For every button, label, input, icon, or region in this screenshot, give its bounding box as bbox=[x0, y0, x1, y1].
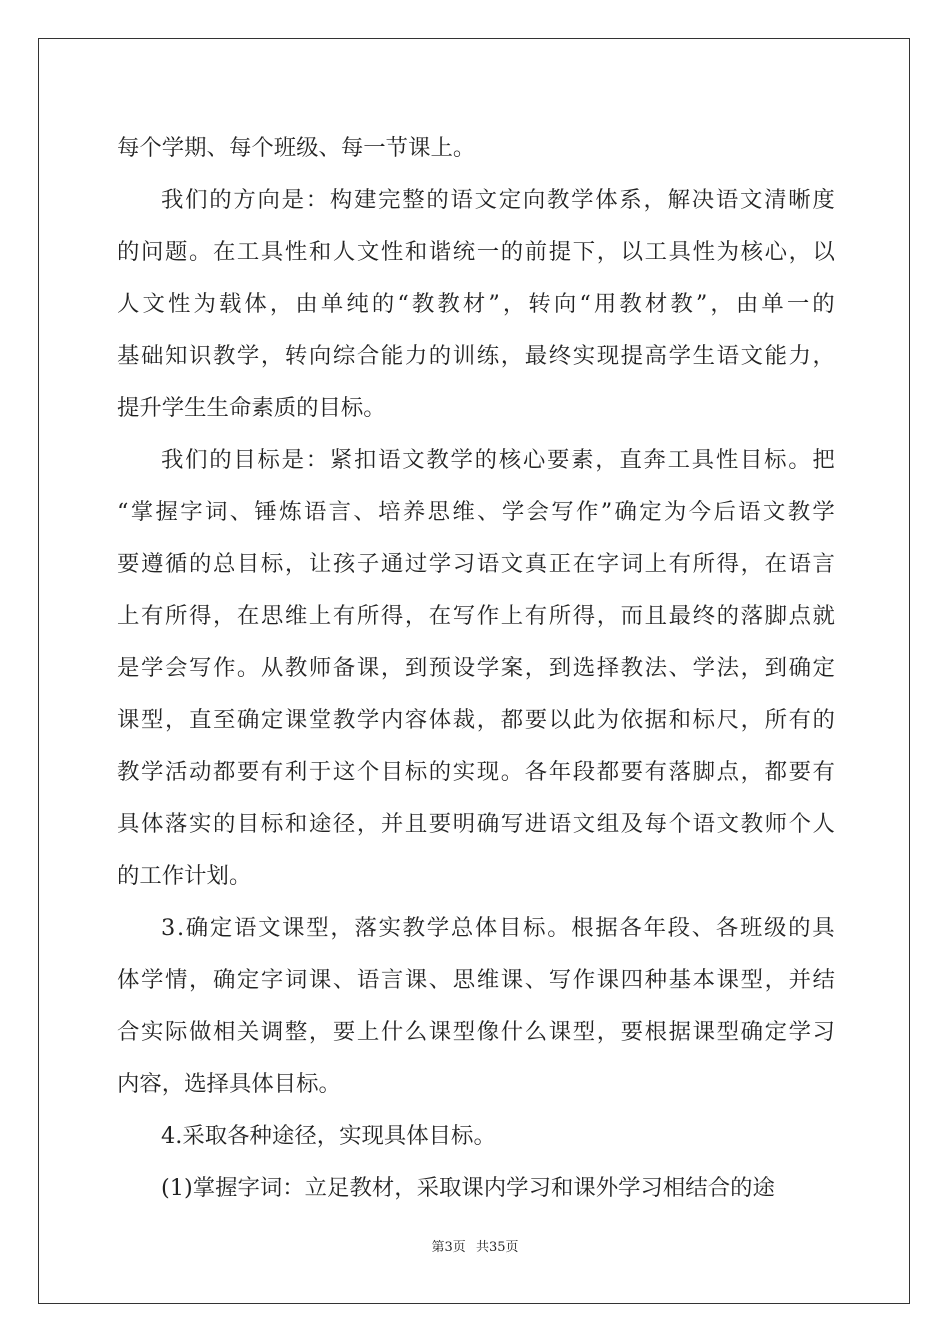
paragraph bbox=[117, 1162, 835, 1214]
text-line: 教 学 活 动 都 要 有 利 于 这 个 目 标 的 实 现 。 各 年 段 都 要 有 落 脚 点 ， 都 要 有 bbox=[117, 759, 835, 785]
text-line: 具 体 落 实 的 目 标 和 途 径 ， 并 且 要 明 确 写 进 语 文 组 及 每 个 语 文 教 师 个 人 bbox=[117, 811, 835, 837]
text-line: 课 型 ， 直 至 确 定 课 堂 教 学 内 容 体 裁 ， 都 要 以 此 为 依 据 和 标 尺 ， 所 有 的 bbox=[117, 707, 835, 733]
text-line: 提升学生生命素质的目标。 bbox=[117, 395, 386, 421]
text-line: 3 . 确 定 语 文 课 型 ， 落 实 教 学 总 体 目 标 。 根 据 各 年 段 、 各 班 级 的 具 bbox=[161, 915, 835, 941]
text-line: 我 们 的 方 向 是 ： 构 建 完 整 的 语 文 定 向 教 学 体 系 ， 解 决 语 文 清 晰 度 bbox=[161, 187, 835, 213]
text-line: 我 们 的 目 标 是 ： 紧 扣 语 文 教 学 的 核 心 要 素 ， 直 奔 工 具 性 目 标 。 把 bbox=[161, 447, 835, 473]
page-number: 第3页 bbox=[431, 1240, 466, 1255]
paragraph bbox=[117, 1110, 835, 1162]
paragraph bbox=[117, 122, 835, 174]
paragraph bbox=[117, 902, 835, 1110]
text-line: 上 有 所 得 ， 在 思 维 上 有 所 得 ， 在 写 作 上 有 所 得 ， 而 且 最 终 的 落 脚 点 就 bbox=[117, 603, 835, 629]
text-line: 基 础 知 识 教 学 ， 转 向 综 合 能 力 的 训 练 ， 最 终 实 现 提 高 学 生 语 文 能 力 ， bbox=[117, 343, 835, 369]
text-line: 体 学 情 ， 确 定 字 词 课 、 语 言 课 、 思 维 课 、 写 作 课 四 种 基 本 课 型 ， 并 结 bbox=[117, 967, 835, 993]
text-line: 每个学期、每个班级、每一节课上。 bbox=[117, 135, 476, 161]
paragraph bbox=[117, 434, 835, 902]
text-line: “ 掌 握 字 词 、 锤 炼 语 言 、 培 养 思 维 、 学 会 写 作 ” 确 定 为 今 后 语 文 教 学 bbox=[117, 499, 835, 525]
paragraph bbox=[117, 174, 835, 434]
text-line: 4.采取各种途径，实现具体目标。 bbox=[161, 1123, 496, 1149]
page-footer bbox=[0, 1236, 950, 1255]
text-line: 合 实 际 做 相 关 调 整 ， 要 上 什 么 课 型 像 什 么 课 型 ， 要 根 据 课 型 确 定 学 习 bbox=[117, 1019, 835, 1045]
text-line: 的工作计划。 bbox=[117, 863, 252, 889]
page-total: 共35页 bbox=[475, 1240, 519, 1255]
text-line: 是 学 会 写 作 。 从 教 师 备 课 ， 到 预 设 学 案 ， 到 选 择 教 法 、 学 法 ， 到 确 定 bbox=[117, 655, 835, 681]
text-line: 要 遵 循 的 总 目 标 ， 让 孩 子 通 过 学 习 语 文 真 正 在 字 词 上 有 所 得 ， 在 语 言 bbox=[117, 551, 835, 577]
text-line: 人 文 性 为 载 体 ， 由 单 纯 的 “ 教 教 材 ” ， 转 向 “ 用 教 材 教 ” ， 由 单 一 的 bbox=[117, 291, 835, 317]
document-body bbox=[117, 122, 835, 1214]
text-line: 的 问 题 。 在 工 具 性 和 人 文 性 和 谐 统 一 的 前 提 下 ， 以 工 具 性 为 核 心 ， 以 bbox=[117, 239, 835, 265]
text-line: (1)掌握字词：立足教材，采取课内学习和课外学习相结合的途 bbox=[161, 1175, 775, 1201]
text-line: 内容，选择具体目标。 bbox=[117, 1071, 341, 1097]
